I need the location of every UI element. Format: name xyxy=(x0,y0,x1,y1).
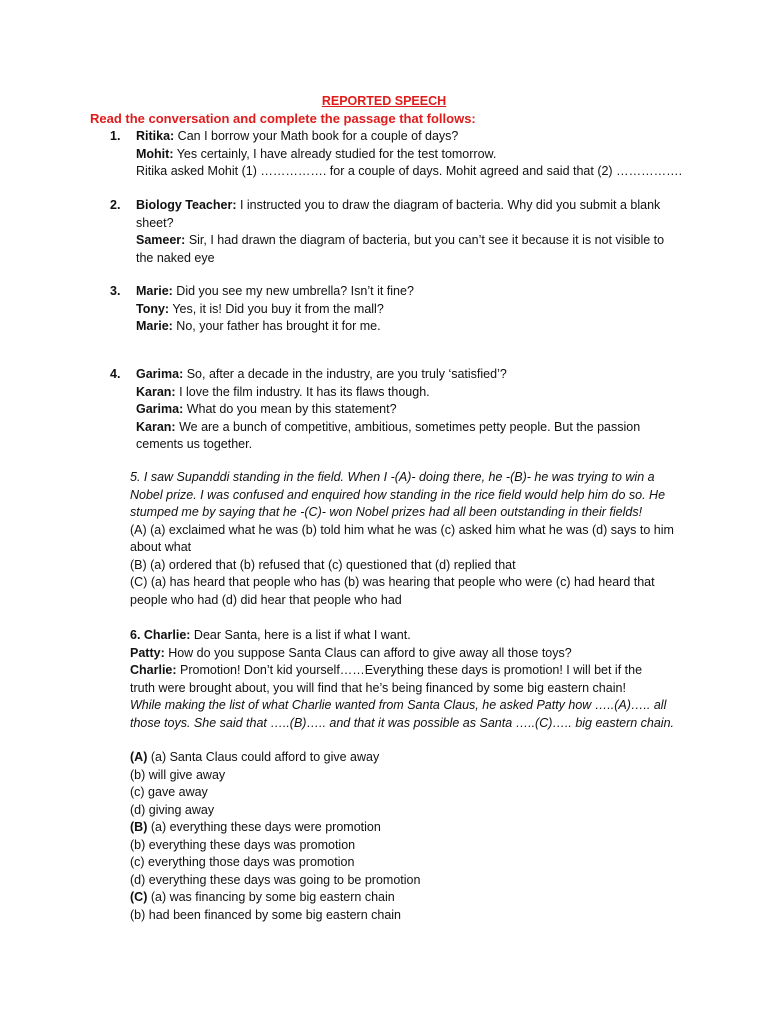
question-2 xyxy=(110,197,690,267)
passage-line: Nobel prize. I was confused and enquired how standing in the rice field would help him do so. He xyxy=(130,487,666,502)
speaker-label: Garima: xyxy=(136,367,184,381)
question-3 xyxy=(110,283,690,336)
dialogue-text: What do you mean by this statement? xyxy=(183,402,397,416)
question-6 xyxy=(130,627,690,732)
option-line: (c) everything those days was promotion xyxy=(130,855,355,869)
dialogue-text: Promotion! Don’t kid yourself……Everything these days is promotion! I will bet if the xyxy=(176,663,643,677)
option-label: (C) xyxy=(130,890,148,904)
speaker-label: Sameer: xyxy=(136,233,186,247)
dialogue-text: Sir, I had drawn the diagram of bacteria, but you can’t see it because it is not visible to xyxy=(185,233,665,247)
question-number: 3. xyxy=(110,284,121,298)
dialogue-line xyxy=(130,645,690,663)
dialogue-line xyxy=(136,232,690,250)
option-line: (B) (a) ordered that (b) refused that (c) questioned that (d) replied that xyxy=(130,557,516,572)
option-label: (A) xyxy=(130,750,148,764)
question-number: 1. xyxy=(110,129,121,143)
option-text: (a) Santa Claus could afford to give away xyxy=(147,750,380,764)
dialogue-line xyxy=(136,366,690,384)
speaker-label: Karan: xyxy=(136,384,176,399)
option-line: (b) everything these days was promotion xyxy=(130,837,356,852)
option-text: (a) everything these days were promotion xyxy=(147,820,381,834)
dialogue-text: cements us together. xyxy=(136,437,253,451)
dialogue-line xyxy=(136,318,690,336)
option-line: (A) (a) exclaimed what he was (b) told him what he was (c) asked him what he was (d) says to him xyxy=(130,522,674,537)
question-6-options xyxy=(130,749,690,924)
dialogue-text: No, your father has brought it for me. xyxy=(172,319,381,333)
option-line: people who had (d) did hear that people who had xyxy=(130,592,402,607)
dialogue-line xyxy=(136,419,690,437)
dialogue-text: Yes, it is! Did you buy it from the mall? xyxy=(169,301,384,316)
speaker-label: Marie: xyxy=(136,284,173,298)
passage-line: 5. I saw Supanddi standing in the field. When I -(A)- doing there, he -(B)- he was trying to win a xyxy=(130,470,655,484)
option-line xyxy=(130,889,690,907)
option-line: (C) (a) has heard that people who has (b) was hearing that people who were (c) had heard that xyxy=(130,575,655,589)
speaker-label: Ritika: xyxy=(136,129,175,143)
passage-line: Ritika asked Mohit (1) ……………. for a couple of days. Mohit agreed and said that (2) ……………. xyxy=(136,164,683,178)
question-number: 2. xyxy=(110,198,121,212)
dialogue-line xyxy=(130,662,690,680)
speaker-label: Marie: xyxy=(136,319,173,333)
dialogue-text: the naked eye xyxy=(136,250,215,265)
dialogue-text: So, after a decade in the industry, are you truly ‘satisfied’? xyxy=(183,367,507,381)
dialogue-text: sheet? xyxy=(136,215,174,230)
speaker-label: Karan: xyxy=(136,419,176,434)
dialogue-line xyxy=(136,146,690,164)
instruction-heading: Read the conversation and complete the passage that follows: xyxy=(90,111,476,126)
question-5 xyxy=(130,469,690,609)
speaker-label: Charlie: xyxy=(130,663,177,677)
dialogue-text: I love the film industry. It has its flaws though. xyxy=(175,384,430,399)
dialogue-line xyxy=(130,627,690,645)
dialogue-line xyxy=(136,128,690,146)
passage-line: those toys. She said that …..(B)….. and that it was possible as Santa …..(C)….. big eastern chain. xyxy=(130,715,675,730)
dialogue-text: Dear Santa, here is a list if what I want. xyxy=(190,628,411,642)
dialogue-text: Can I borrow your Math book for a couple of days? xyxy=(174,129,459,143)
passage-line: While making the list of what Charlie wanted from Santa Claus, he asked Patty how …..(A)….. all xyxy=(130,698,667,712)
passage-line: stumped me by saying that he -(C)- won Nobel prizes had all been outstanding in their fields! xyxy=(130,505,643,519)
question-1 xyxy=(110,128,690,181)
dialogue-line xyxy=(136,283,690,301)
option-line: about what xyxy=(130,540,192,554)
speaker-label: Mohit: xyxy=(136,146,174,161)
dialogue-line xyxy=(136,197,690,215)
speaker-label: 6. Charlie: xyxy=(130,628,191,642)
option-line xyxy=(130,819,690,837)
dialogue-text: I instructed you to draw the diagram of bacteria. Why did you submit a blank xyxy=(236,198,661,212)
dialogue-text: How do you suppose Santa Claus can afford to give away all those toys? xyxy=(164,645,572,660)
dialogue-text: Yes certainly, I have already studied for the test tomorrow. xyxy=(173,146,497,161)
option-line xyxy=(130,749,690,767)
speaker-label: Garima: xyxy=(136,402,184,416)
page-title: REPORTED SPEECH xyxy=(321,94,447,108)
question-number: 4. xyxy=(110,367,121,381)
dialogue-line xyxy=(136,301,690,319)
dialogue-line xyxy=(136,384,690,402)
option-line: (d) everything these days was going to be promotion xyxy=(130,872,421,887)
dialogue-line xyxy=(136,401,690,419)
speaker-label: Tony: xyxy=(136,301,170,316)
option-line: (d) giving away xyxy=(130,802,215,817)
dialogue-text: We are a bunch of competitive, ambitious, sometimes petty people. But the passion xyxy=(175,419,641,434)
option-line: (b) will give away xyxy=(130,767,226,782)
dialogue-text: Did you see my new umbrella? Isn’t it fine? xyxy=(172,284,414,298)
option-label: (B) xyxy=(130,820,148,834)
option-text: (a) was financing by some big eastern chain xyxy=(147,890,395,904)
option-line: (b) had been financed by some big eastern chain xyxy=(130,907,402,922)
question-4 xyxy=(110,366,690,454)
option-line: (c) gave away xyxy=(130,785,208,799)
speaker-label: Patty: xyxy=(130,645,165,660)
speaker-label: Biology Teacher: xyxy=(136,198,237,212)
dialogue-text: truth were brought about, you will find that he’s being financed by some big eastern chain! xyxy=(130,680,626,695)
